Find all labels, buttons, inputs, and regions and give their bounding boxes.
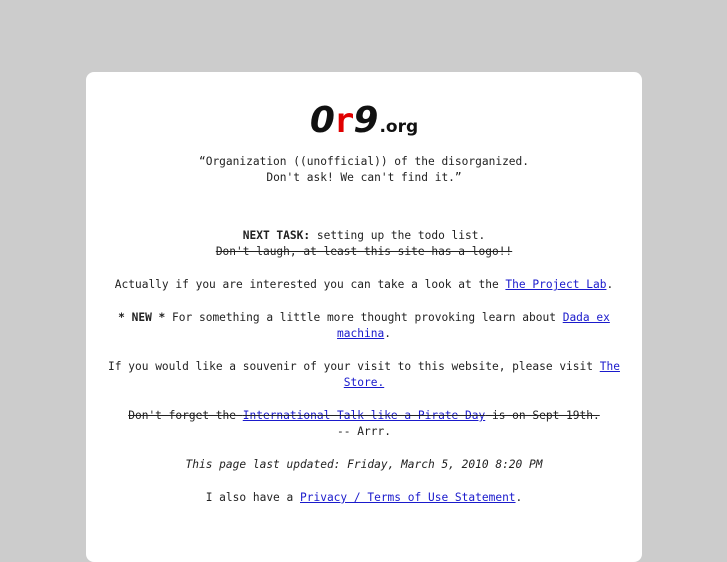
project-lab-text: Actually if you are interested you can take a look at the	[114, 278, 506, 291]
privacy-link[interactable]: Privacy / Terms of Use Statement	[300, 491, 516, 504]
project-lab-period: .	[606, 278, 614, 291]
new-badge: * NEW *	[118, 311, 166, 324]
store-text: If you would like a souvenir of your visit to this website, please visit	[108, 360, 600, 373]
pirate-paragraph	[104, 408, 624, 440]
privacy-period: .	[515, 491, 523, 504]
privacy-text: I also have a	[205, 491, 300, 504]
tagline	[104, 154, 624, 186]
content-card	[86, 72, 642, 562]
tagline-line-2: Don't ask! We can't find it.”	[266, 171, 462, 184]
dada-paragraph	[104, 310, 624, 342]
site-logo	[86, 100, 642, 140]
store-link[interactable]: The Store.	[343, 360, 620, 389]
tagline-line-1: “Organization ((unofficial)) of the disorganized.	[198, 155, 530, 168]
last-updated: This page last updated: Friday, March 5, 2010 8:20 PM	[185, 458, 543, 471]
pirate-day-link[interactable]: International Talk like a Pirate Day	[242, 409, 486, 422]
project-lab-paragraph	[104, 277, 624, 293]
privacy-paragraph	[104, 490, 624, 506]
logo-char-zero: 0	[309, 100, 334, 141]
struck-logo-note: Don't laugh, at least this site has a logo!!	[215, 245, 513, 258]
next-task-paragraph	[104, 228, 624, 260]
next-task-text: setting up the todo list.	[310, 229, 486, 242]
pirate-text: Don't forget the	[128, 409, 243, 422]
next-task-label: NEXT TASK:	[242, 229, 311, 242]
pirate-date: is on Sept 19th.	[485, 409, 600, 422]
logo-char-nine: 9	[353, 100, 378, 141]
pirate-struck-line	[128, 409, 600, 422]
dada-text: For something a little more thought provoking learn about	[165, 311, 563, 324]
store-paragraph	[104, 359, 624, 391]
dada-period: .	[384, 327, 391, 340]
project-lab-link[interactable]: The Project Lab	[505, 278, 607, 291]
dada-link[interactable]: Dada ex machina	[337, 311, 610, 340]
main-content	[104, 154, 624, 506]
pirate-signoff: -- Arrr.	[337, 425, 391, 438]
logo-tld: .org	[379, 117, 419, 137]
logo-char-r: r	[333, 101, 354, 141]
logo-mark	[310, 100, 378, 141]
